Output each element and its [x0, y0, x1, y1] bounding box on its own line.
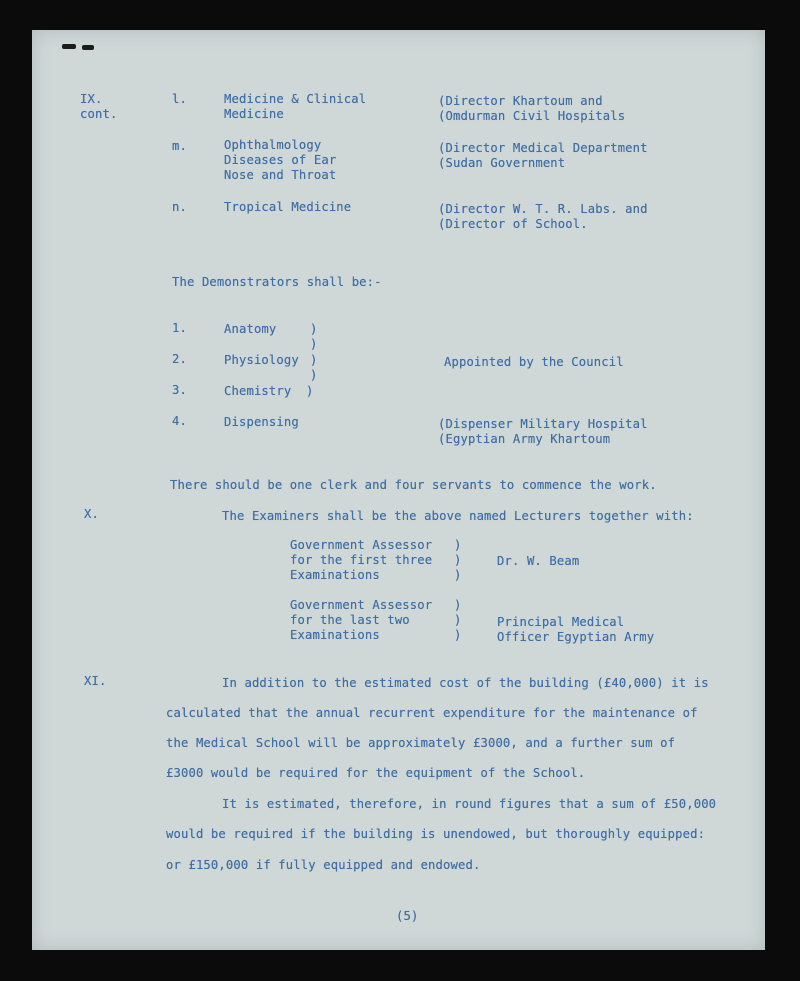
- section-ix-cont: cont.: [80, 107, 118, 121]
- assessor-2-person-1: Principal Medical: [497, 615, 625, 629]
- section-x-intro: The Examiners shall be the above named Lecturers together with:: [222, 509, 694, 523]
- row-lecturer-m-2: (Sudan Government: [438, 156, 566, 170]
- demonstrator-name-3: Chemistry: [224, 384, 292, 398]
- assessor-2-bracket-2: ): [454, 613, 462, 627]
- row-lecturer-l-1: (Director Khartoum and: [438, 94, 603, 108]
- row-letter-n: n.: [172, 200, 187, 214]
- assessor-2-bracket-1: ): [454, 598, 462, 612]
- row-subject-m-1: Ophthalmology: [224, 138, 322, 152]
- row-subject-l-1: Medicine & Clinical: [224, 92, 367, 106]
- assessor-1-role-2: for the first three: [290, 553, 433, 567]
- demonstrator-name-1: Anatomy: [224, 322, 277, 336]
- assessor-2-role-1: Government Assessor: [290, 598, 433, 612]
- row-letter-l: l.: [172, 92, 187, 106]
- dispensing-by-1: (Dispenser Military Hospital: [438, 417, 648, 431]
- demonstrator-num-3: 3.: [172, 383, 187, 397]
- xi-para1-line-3: the Medical School will be approximately £3000, and a further sum of: [166, 736, 676, 750]
- xi-para1-line-1: In addition to the estimated cost of the building (£40,000) it is: [222, 676, 709, 690]
- assessor-1-bracket-3: ): [454, 568, 462, 582]
- assessor-2-person-2: Officer Egyptian Army: [497, 630, 655, 644]
- corner-punch-mark: [62, 44, 96, 50]
- demonstrator-num-2: 2.: [172, 352, 187, 366]
- assessor-1-person: Dr. W. Beam: [497, 554, 580, 568]
- assessor-1-bracket-1: ): [454, 538, 462, 552]
- row-subject-m-3: Nose and Throat: [224, 168, 337, 182]
- demonstrator-bracket-spacer-2: ): [310, 368, 318, 382]
- demonstrator-bracket-3: ): [306, 384, 314, 398]
- demonstrator-name-2: Physiology: [224, 353, 299, 367]
- xi-para2-line-2: would be required if the building is unendowed, but thoroughly equipped:: [166, 827, 706, 841]
- xi-para2-line-1: It is estimated, therefore, in round figures that a sum of £50,000: [222, 797, 717, 811]
- row-subject-m-2: Diseases of Ear: [224, 153, 337, 167]
- assessor-1-bracket-2: ): [454, 553, 462, 567]
- section-x-label: X.: [84, 507, 99, 521]
- dispensing-by-2: (Egyptian Army Khartoum: [438, 432, 611, 446]
- row-lecturer-l-2: (Omdurman Civil Hospitals: [438, 109, 626, 123]
- demonstrator-num-4: 4.: [172, 414, 187, 428]
- row-lecturer-n-2: (Director of School.: [438, 217, 588, 231]
- demonstrator-num-1: 1.: [172, 321, 187, 335]
- row-lecturer-m-1: (Director Medical Department: [438, 141, 648, 155]
- xi-para1-line-4: £3000 would be required for the equipment of the School.: [166, 766, 586, 780]
- row-letter-m: m.: [172, 139, 187, 153]
- xi-para2-line-3: or £150,000 if fully equipped and endowed.: [166, 858, 481, 872]
- row-subject-l-2: Medicine: [224, 107, 284, 121]
- assessor-1-role-1: Government Assessor: [290, 538, 433, 552]
- row-lecturer-n-1: (Director W. T. R. Labs. and: [438, 202, 648, 216]
- staff-note: There should be one clerk and four servants to commence the work.: [170, 478, 657, 492]
- page-number: (5): [396, 909, 419, 923]
- assessor-1-role-3: Examinations: [290, 568, 380, 582]
- demonstrator-name-4: Dispensing: [224, 415, 299, 429]
- demonstrator-bracket-1: ): [310, 322, 318, 336]
- appointed-by-council: Appointed by the Council: [444, 355, 624, 369]
- assessor-2-role-2: for the last two: [290, 613, 410, 627]
- assessor-2-role-3: Examinations: [290, 628, 380, 642]
- demonstrator-bracket-spacer-1: ): [310, 337, 318, 351]
- assessor-2-bracket-3: ): [454, 628, 462, 642]
- section-ix-label: IX.: [80, 92, 103, 106]
- row-subject-n-1: Tropical Medicine: [224, 200, 352, 214]
- demonstrator-bracket-2: ): [310, 353, 318, 367]
- section-xi-label: XI.: [84, 674, 107, 688]
- xi-para1-line-2: calculated that the annual recurrent expenditure for the maintenance of: [166, 706, 698, 720]
- demonstrators-intro: The Demonstrators shall be:-: [172, 275, 382, 289]
